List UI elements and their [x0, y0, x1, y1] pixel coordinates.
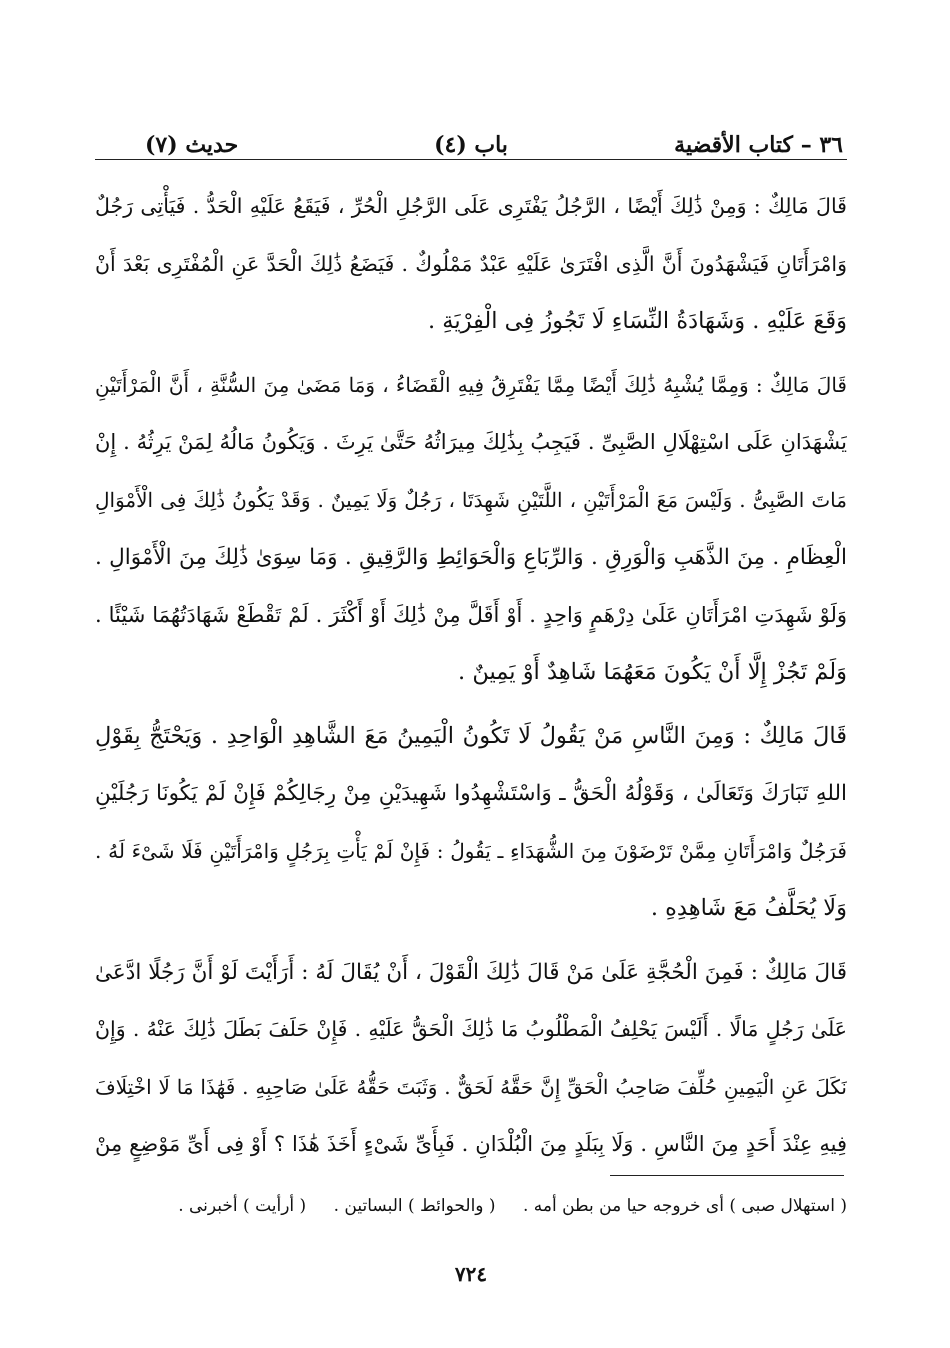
text-line: يَشْهَدَانِ عَلَى اسْتِهْلَالِ الصَّبِىِّ . فَيَجِبُ بِذَٰلِكَ مِيرَاثُهُ حَتَّىٰ يَرِثَ . وَيَكُونُ مَالُهُ لِمَنْ يَرِثُهُ . إِنْ [95, 430, 847, 454]
text-line: قَالَ مَالِكٌ : وَمِنْ ذَٰلِكَ أَيْضًا ، الرَّجُلُ يَفْتَرِى عَلَى الرَّجُلِ الْحُرِّ ، فَيَقَعُ عَلَيْهِ الْحَدُّ . فَيَأْتِى رَجُلٌ [95, 194, 847, 218]
text-line: اللهِ تَبَارَكَ وَتَعَالَىٰ ، وَقَوْلُهُ الْحَقُّ ـ وَاسْتَشْهِدُوا شَهِيدَيْنِ مِنْ رِجَالِكُمْ فَإِنْ لَمْ يَكُونَا رَجُلَيْنِ [95, 781, 847, 806]
chapter-label: (٤) باب [434, 132, 508, 158]
text-line: نَكَلَ عَنِ الْيَمِينِ حُلِّفَ صَاحِبُ الْحَقِّ إِنَّ حَقَّهُ لَحَقٌّ . وَثَبَتَ حَقُّهُ عَلَىٰ صَاحِبِهِ . فَهَٰذَا مَا لَا اخْتِلَافَ [95, 1074, 847, 1099]
footnote-item: ( أرأيت ) أخبرنى . [178, 1196, 307, 1216]
header-rule [95, 159, 847, 160]
book-title: ٣٦ – كتاب الأقضية [674, 132, 843, 158]
page-header [95, 128, 847, 168]
text-line: وَلَا يُحَلَّفُ مَعَ شَاهِدِهِ . [650, 895, 847, 921]
paragraph-4 [95, 944, 847, 1174]
footnote-rule [610, 1175, 844, 1176]
text-line: وَلَوْ شَهِدَتِ امْرَأَتَانِ عَلَىٰ دِرْهَمٍ وَاحِدٍ . أَوْ أَقَلَّ مِنْ ذَٰلِكَ أَوْ أَكْثَرَ . لَمْ تَقْطَعْ شَهَادَتُهُمَا شَيْئًا . [95, 602, 847, 627]
paragraph-1 [95, 178, 847, 351]
text-line: عَلَىٰ رَجُلٍ مَالًا . أَلَيْسَ يَحْلِفُ الْمَطْلُوبُ مَا ذَٰلِكَ الْحَقُّ عَلَيْهِ . فَإِنْ حَلَفَ بَطَلَ ذَٰلِكَ عَنْهُ . وَإِنْ [95, 1017, 847, 1041]
text-line: الْعِظَامِ . مِنَ الذَّهَبِ وَالْوَرِقِ . وَالرِّبَاعِ وَالْحَوَائِطِ وَالرَّقِيقِ . وَمَا سِوَىٰ ذَٰلِكَ مِنَ الْأَمْوَالِ . [95, 545, 847, 570]
footnote-item: ( استهلال صبى ) أى خروجه حيا من بطن أمه . [522, 1196, 847, 1216]
text-line: قَالَ مَالِكٌ : فَمِنَ الْحُجَّةِ عَلَىٰ مَنْ قَالَ ذَٰلِكَ الْقَوْلَ ، أَنْ يُقَالَ لَهُ : أَرَأَيْتَ لَوْ أَنَّ رَجُلًا ادَّعَىٰ [95, 959, 847, 985]
text-line: فَرَجُلٌ وَامْرَأَتَانِ مِمَّنْ تَرْضَوْنَ مِنَ الشُّهَدَاءِ ـ يَقُولُ : فَإِنْ لَمْ يَأْتِ بِرَجُلٍ وَامْرَأَتَيْنِ فَلَا شَىْءَ لَهُ . [95, 838, 847, 863]
text-line: وَلَمْ تَجُزْ إِلَّا أَنْ يَكُونَ مَعَهُمَا شَاهِدٌ أَوْ يَمِينٌ . [458, 659, 847, 685]
paragraph-2 [95, 357, 847, 702]
text-line: قَالَ مَالِكٌ : وَمِمَّا يُشْبِهُ ذَٰلِكَ أَيْضًا مِمَّا يَفْتَرِقُ فِيهِ الْقَضَاءُ ، وَمَا مَضَىٰ مِنَ السُّنَّةِ ، أَنَّ الْمَرْأَتَيْنِ [95, 372, 847, 397]
paragraph-3 [95, 708, 847, 938]
footnote-item: ( والحوائط ) البساتين . [333, 1196, 496, 1216]
text-line: مَاتَ الصَّبِىُّ . وَلَيْسَ مَعَ الْمَرْأَتَيْنِ ، اللَّتَيْنِ شَهِدَتَا ، رَجُلٌ وَلَا يَمِينٌ . وَقَدْ يَكُونُ ذَٰلِكَ فِى الْأَمْوَالِ [95, 487, 847, 512]
footnotes [95, 1196, 847, 1216]
hadith-label: (٧) حديث [145, 132, 239, 158]
page-number: ٧٢٤ [454, 1262, 488, 1286]
text-line: وَقَعَ عَلَيْهِ . وَشَهَادَةُ النِّسَاءِ لَا تَجُوزُ فِى الْفِرْيَةِ . [428, 308, 847, 334]
main-text [95, 178, 847, 1180]
text-line: وَامْرَأَتَانِ فَيَشْهَدُونَ أَنَّ الَّذِى افْتَرَىٰ عَلَيْهِ عَبْدٌ مَمْلُوكٌ . فَيَضَعُ ذَٰلِكَ الْحَدَّ عَنِ الْمُفْتَرِى بَعْدَ أَنْ [95, 251, 847, 276]
text-line: فِيهِ عِنْدَ أَحَدٍ مِنَ النَّاسِ . وَلَا بِبَلَدٍ مِنَ الْبُلْدَانِ . فَبِأَىِّ شَىْءٍ أَخَذَ هَٰذَا ؟ أَوْ فِى أَىِّ مَوْضِعٍ مِنْ [95, 1132, 847, 1156]
text-line: قَالَ مَالِكٌ : وَمِنَ النَّاسِ مَنْ يَقُولُ لَا تَكُونُ الْيَمِينُ مَعَ الشَّاهِدِ الْوَاحِدِ . وَيَحْتَجُّ بِقَوْلِ [95, 722, 847, 749]
